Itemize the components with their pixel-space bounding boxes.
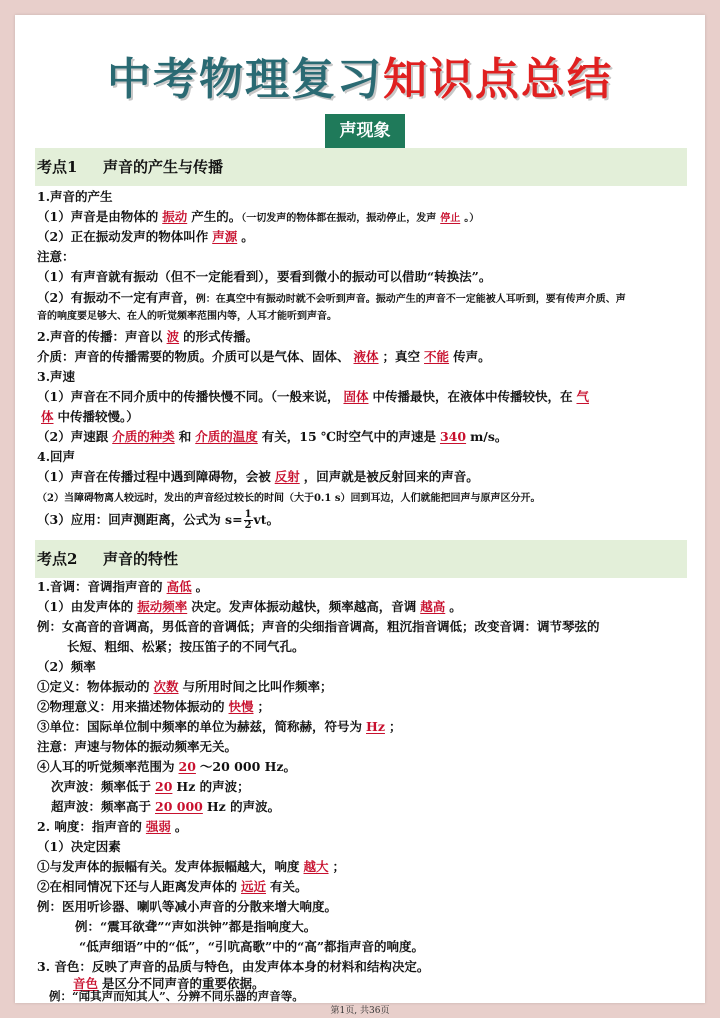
text-line: （1）声音是由物体的 振动 产生的。（一切发声的物体都在振动，振动停止，发声 停止 。） xyxy=(37,209,480,224)
fraction-one-half: $\frac{1}{2}$ xyxy=(244,509,252,531)
text-line: 注意：声速与物体的振动频率无关。 xyxy=(37,739,238,754)
text-line: 长短、粗细、松紧；按压笛子的不同气孔。 xyxy=(67,639,305,654)
text-line: （2）有振动不一定有声音，例：在真空中有振动时就不会听到声音。振动产生的声音不一定能被人耳听到，要有传声介质、声 xyxy=(37,290,626,305)
keypoint-2-number: 考点2 xyxy=(37,550,78,568)
answer-blank: 快慢 xyxy=(228,699,254,714)
answer-blank: 介质的种类 xyxy=(112,429,175,444)
text-line: ①与发声体的振幅有关。发声体振幅越大，响度 越大 ； xyxy=(37,859,346,874)
document-page xyxy=(15,15,705,1003)
text-line: （2）当障碍物离人较远时，发出的声音经过较长的时间（大于0.1 s）回到耳边，人们就能把回声与原声区分开。 xyxy=(37,493,541,504)
text-line: ④人耳的听觉频率范围为 20 ～20 000 Hz。 xyxy=(37,759,297,774)
text-line: （1）决定因素 xyxy=(37,839,121,854)
text-line: （3）应用：回声测距离，公式为 s= $\frac{1}{2}$ vt。 xyxy=(37,509,280,531)
text-line: 3.声速 xyxy=(37,369,76,384)
answer-blank: 介质的温度 xyxy=(195,429,258,444)
text-line: （2）正在振动发声的物体叫作 声源 。 xyxy=(37,229,254,244)
text-line: 介质：声音的传播需要的物质。介质可以是气体、固体、 液体 ；真空 不能 传声。 xyxy=(37,349,491,364)
answer-blank: 音色 xyxy=(73,976,99,991)
answer-blank: 越高 xyxy=(420,599,446,614)
section-tag: 声现象 xyxy=(325,114,405,148)
text-line: （1）由发声体的 振动频率 决定。发声体振动越快，频率越高，音调 越高 。 xyxy=(37,599,462,614)
text-line: 例：“闻其声而知其人”、分辨不同乐器的声音等。 xyxy=(49,989,304,1003)
answer-blank: 振动 xyxy=(162,209,188,224)
text-line: ①定义：物体振动的 次数 与所用时间之比叫作频率； xyxy=(37,679,333,694)
page-footer: 第1页, 共36页 xyxy=(330,1006,390,1016)
answer-blank: 越大 xyxy=(303,859,329,874)
answer-blank: 振动频率 xyxy=(137,599,188,614)
answer-blank: 波 xyxy=(166,329,180,344)
page-title xyxy=(15,55,705,105)
text-line: 超声波：频率高于 20 000 Hz 的声波。 xyxy=(51,799,281,814)
text-line: 例：医用听诊器、喇叭等减小声音的分散来增大响度。 xyxy=(37,899,338,914)
title-part-2: 知识点总结 xyxy=(383,54,613,105)
keypoint-2-header xyxy=(35,540,687,578)
answer-blank: Hz xyxy=(366,719,385,734)
answer-blank: 高低 xyxy=(166,579,192,594)
answer-blank: 强弱 xyxy=(145,819,171,834)
text-line: “低声细语”中的“低”，“引吭高歌”中的“高”都指声音的响度。 xyxy=(79,939,425,954)
text-line: 2.声音的传播：声音以 波 的形式传播。 xyxy=(37,329,259,344)
text-line: （2）声速跟 介质的种类 和 介质的温度 有关，15 ℃时空气中的声速是 340 m/s。 xyxy=(37,429,508,444)
answer-blank: 固体 xyxy=(343,389,369,404)
text-line: 注意： xyxy=(37,249,75,264)
keypoint-1-title: 声音的产生与传播 xyxy=(103,158,224,176)
answer-blank: 声源 xyxy=(212,229,238,244)
text-line: （1）有声音就有振动（但不一定能看到），要看到微小的振动可以借助“转换法”。 xyxy=(37,269,492,284)
text-line: （1）声音在不同介质中的传播快慢不同。（一般来说， 固体 中传播最快，在液体中传播较快，在 气 xyxy=(37,388,593,406)
text-line: ③单位：国际单位制中频率的单位为赫兹，简称赫，符号为 Hz ； xyxy=(37,719,402,734)
text-line: 次声波：频率低于 20 Hz 的声波； xyxy=(51,779,250,794)
text-line: 音的响度要足够大、在人的听觉频率范围内等，人耳才能听到声音。 xyxy=(37,311,337,322)
text-line: ②物理意义：用来描述物体振动的 快慢 ； xyxy=(37,699,271,714)
text-line: 例：女高音的音调高，男低音的音调低；声音的尖细指音调高，粗沉指音调低；改变音调：调节琴弦的 xyxy=(37,619,600,634)
text-line: 音色 是区分不同声音的重要依据。 xyxy=(69,975,265,993)
answer-blank: 气 xyxy=(576,389,589,404)
text-line: 例：“震耳欲聋”“声如洪钟”都是指响度大。 xyxy=(75,919,317,934)
answer-blank: 20 xyxy=(155,779,173,794)
answer-blank: 不能 xyxy=(424,349,450,364)
answer-blank: 20 000 xyxy=(155,799,203,814)
answer-blank: 液体 xyxy=(353,349,379,364)
text-line: 1.声音的产生 xyxy=(37,189,113,204)
text-line: 1.音调：音调指声音的 高低 。 xyxy=(37,579,209,594)
answer-blank: 停止 xyxy=(440,213,461,224)
text-line: （2）频率 xyxy=(37,659,96,674)
answer-blank: 反射 xyxy=(274,469,300,484)
text-line: （1）声音在传播过程中遇到障碍物，会被 反射 ，回声就是被反射回来的声音。 xyxy=(37,469,479,484)
answer-blank: 体 xyxy=(41,409,54,424)
answer-blank: 次数 xyxy=(153,679,179,694)
keypoint-2-title: 声音的特性 xyxy=(103,550,179,568)
text-line: 4.回声 xyxy=(37,449,76,464)
title-part-1: 中考物理复习 xyxy=(107,54,383,105)
keypoint-1-number: 考点1 xyxy=(37,158,78,176)
text-line: 3. 音色：反映了声音的品质与特色，由发声体本身的材料和结构决定。 xyxy=(37,959,430,974)
answer-blank: 20 xyxy=(178,759,196,774)
keypoint-1-header xyxy=(35,148,687,186)
answer-blank: 340 xyxy=(439,429,467,444)
text-line: 2. 响度：指声音的 强弱 。 xyxy=(37,819,188,834)
text-line: 体 中传播较慢。） xyxy=(37,408,139,426)
text-line: ②在相同情况下还与人距离发声体的 远近 有关。 xyxy=(37,879,308,894)
answer-blank: 远近 xyxy=(241,879,267,894)
